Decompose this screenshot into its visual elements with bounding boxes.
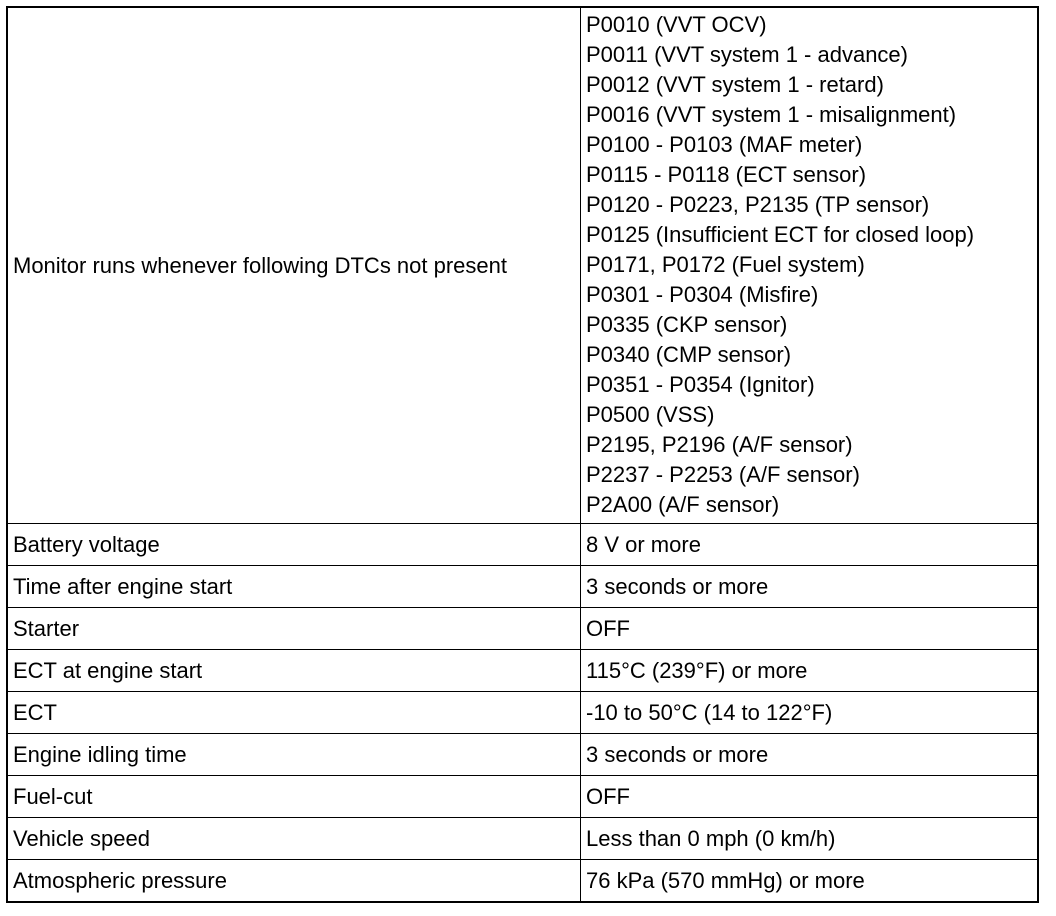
row-label: Battery voltage [7,524,581,566]
row-value: 115°C (239°F) or more [581,650,1039,692]
table-row [7,650,1038,692]
row-value: OFF [581,608,1039,650]
table-row [7,818,1038,860]
row-value: 76 kPa (570 mmHg) or more [581,860,1039,903]
dtc-item: P2A00 (A/F sensor) [586,492,780,517]
dtc-item: P0171, P0172 (Fuel system) [586,252,865,277]
dtc-item: P0016 (VVT system 1 - misalignment) [586,102,957,127]
row-label: ECT at engine start [7,650,581,692]
dtc-item: P0115 - P0118 (ECT sensor) [586,162,867,187]
dtc-item: P0100 - P0103 (MAF meter) [586,132,863,157]
table-row [7,608,1038,650]
dtc-list [581,7,1039,524]
dtc-item: P0335 (CKP sensor) [586,312,788,337]
dtc-item: P0011 (VVT system 1 - advance) [586,42,908,67]
dtc-item: P0301 - P0304 (Misfire) [586,282,819,307]
row-label: Fuel-cut [7,776,581,818]
dtc-item: P0500 (VSS) [586,402,715,427]
dtc-item: P0120 - P0223, P2135 (TP sensor) [586,192,930,217]
conditions-table [6,6,1039,903]
table-row [7,734,1038,776]
row-label: Time after engine start [7,566,581,608]
row-value: 3 seconds or more [581,734,1039,776]
dtc-item: P0351 - P0354 (Ignitor) [586,372,815,397]
row-label: Monitor runs whenever following DTCs not present [7,7,581,524]
row-value: 8 V or more [581,524,1039,566]
table-row-dtc-conditions [7,7,1038,524]
dtc-item: P0340 (CMP sensor) [586,342,792,367]
row-label: Engine idling time [7,734,581,776]
dtc-item: P2237 - P2253 (A/F sensor) [586,462,860,487]
table-row [7,776,1038,818]
dtc-item: P0125 (Insufficient ECT for closed loop) [586,222,975,247]
row-value: OFF [581,776,1039,818]
table-row [7,692,1038,734]
row-value: Less than 0 mph (0 km/h) [581,818,1039,860]
row-label: Starter [7,608,581,650]
table-row [7,860,1038,903]
row-label: Vehicle speed [7,818,581,860]
row-value: -10 to 50°C (14 to 122°F) [581,692,1039,734]
row-label: Atmospheric pressure [7,860,581,903]
table-row [7,524,1038,566]
row-label: ECT [7,692,581,734]
dtc-item: P0012 (VVT system 1 - retard) [586,72,884,97]
table-row [7,566,1038,608]
dtc-item: P0010 (VVT OCV) [586,12,767,37]
row-value: 3 seconds or more [581,566,1039,608]
dtc-item: P2195, P2196 (A/F sensor) [586,432,853,457]
